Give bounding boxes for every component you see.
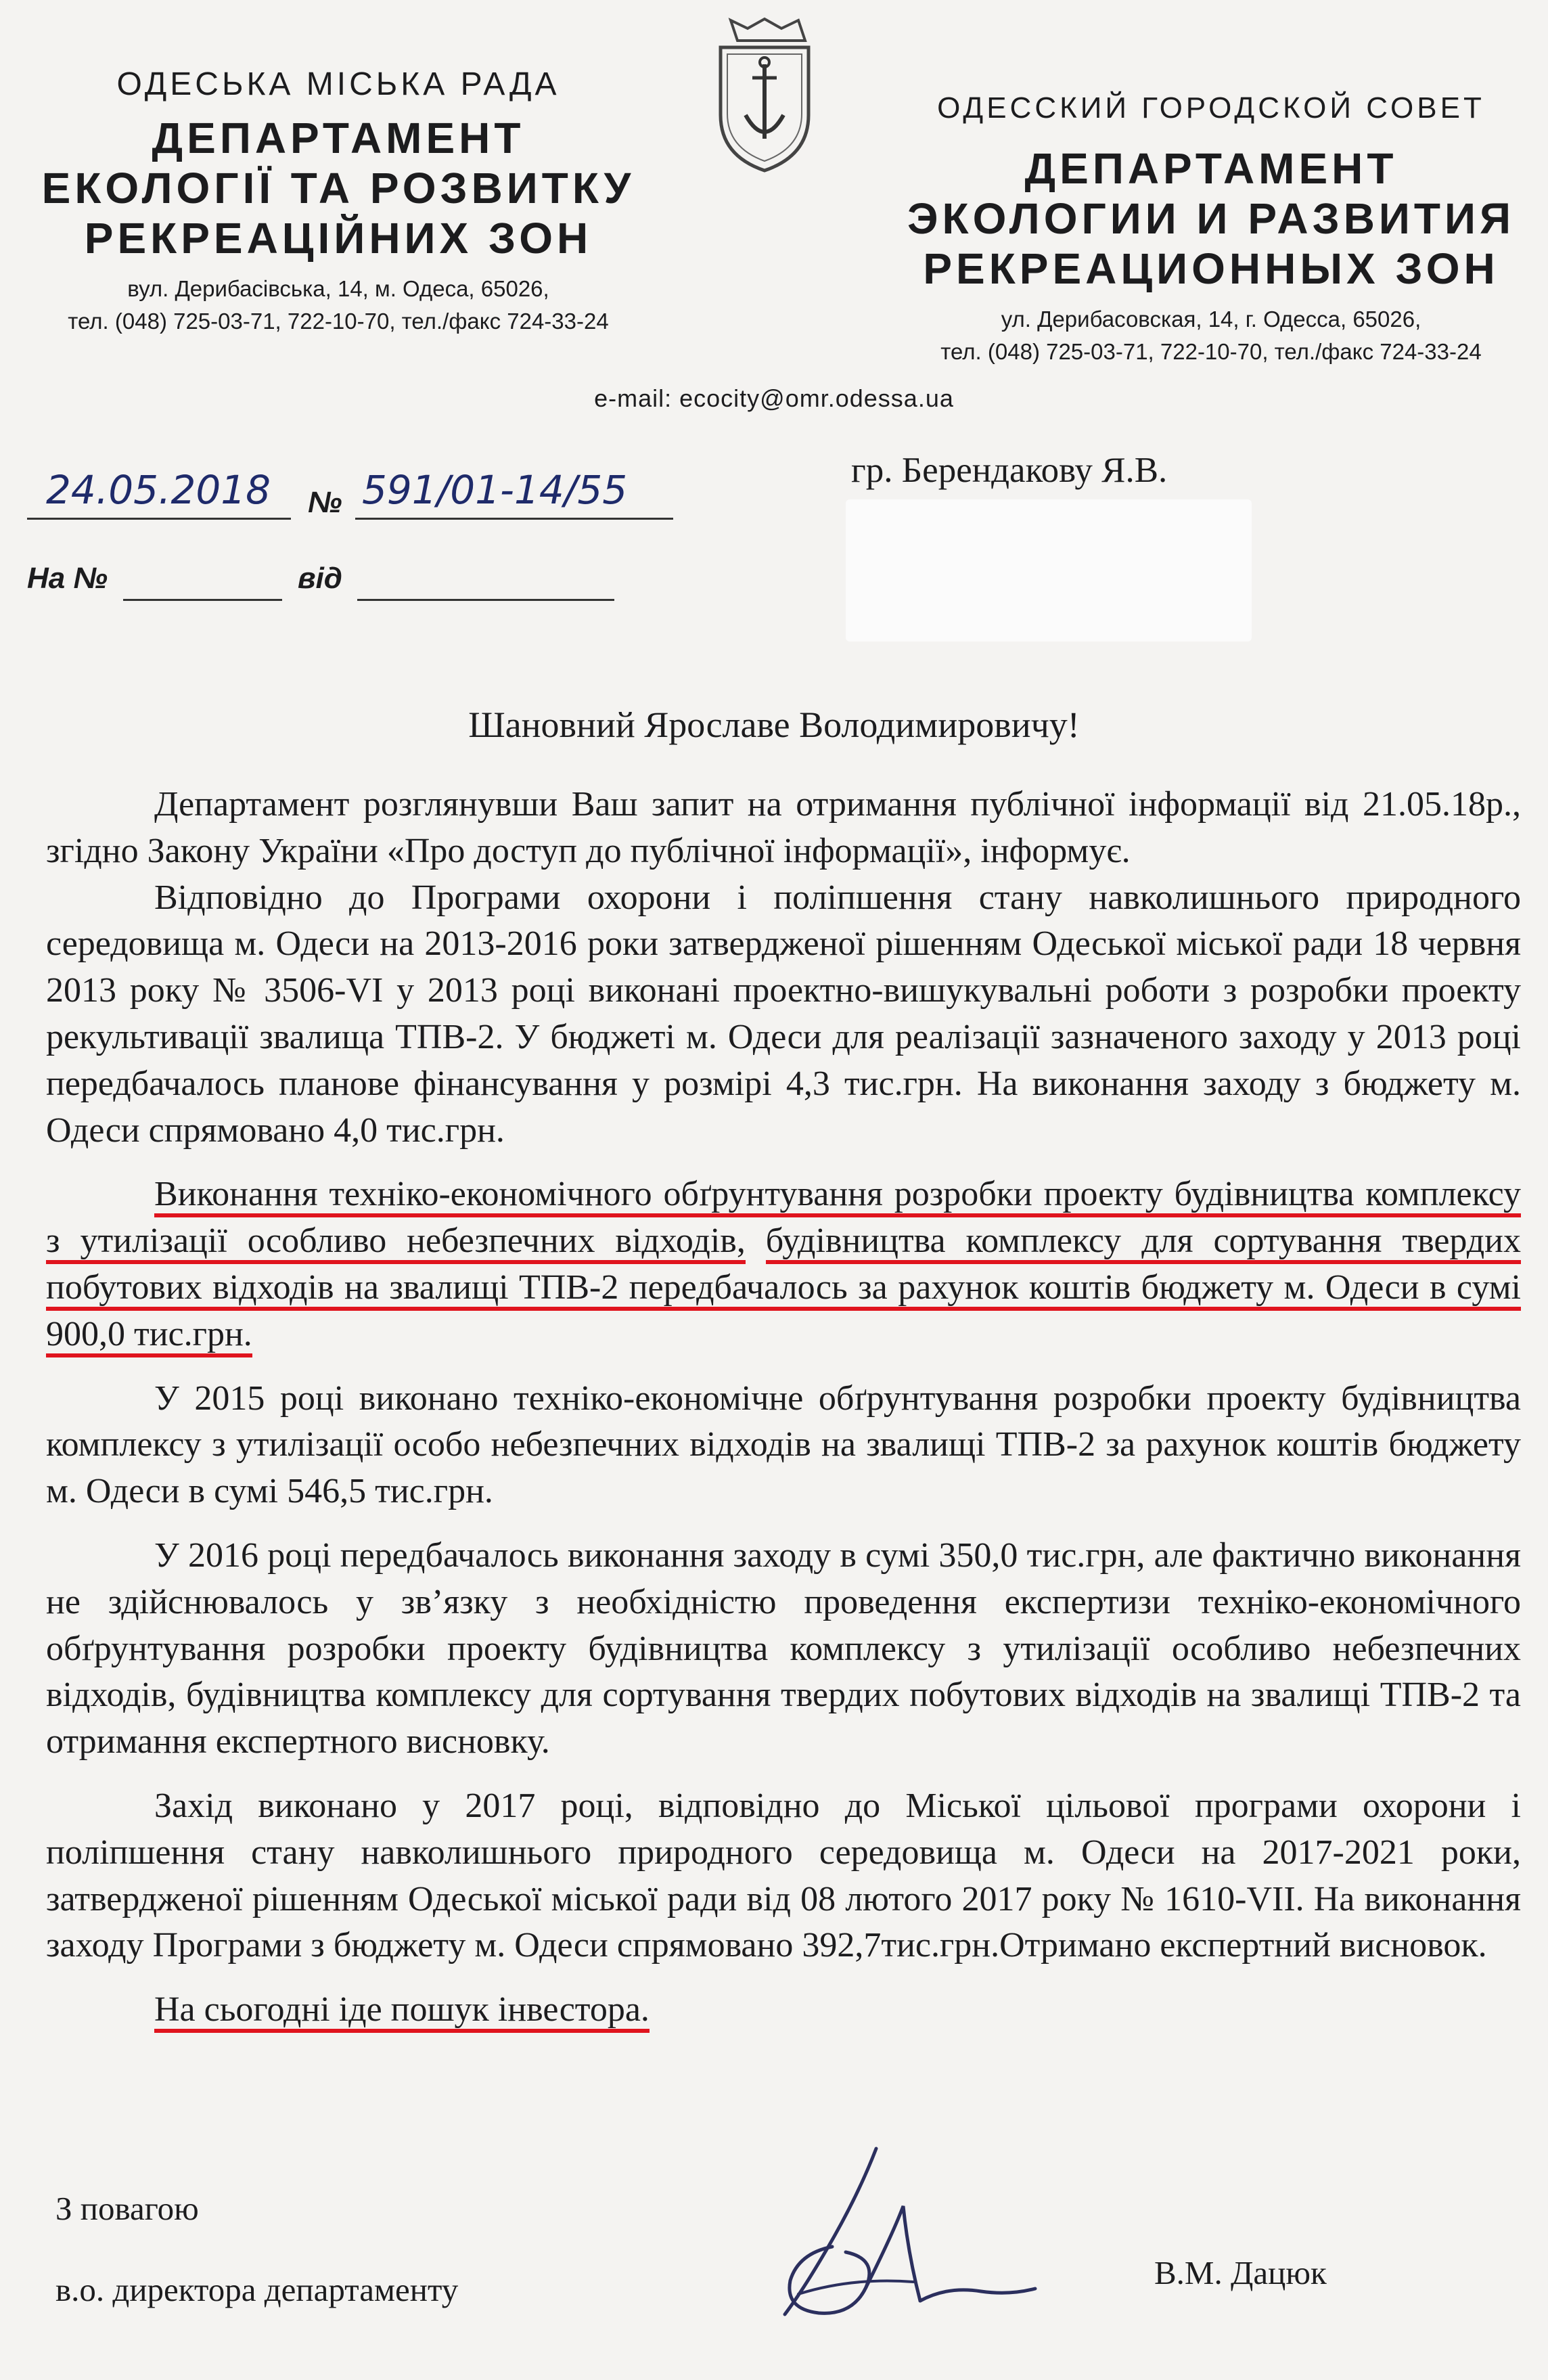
header-ukrainian <box>0 64 677 338</box>
paragraph-2: Відповідно до Програми охорони і поліпшення стану навколишнього природного середовища м. Одеси на 2013-2016 роки затвердженої рішенням Одеської міської ради 18 червня 2013 року № 3506-VI у 2013 році виконані проектно-вишукувальні роботи з розробки проекту рекультивації звалища ТПВ-2. У бюджеті м. Одеси для реалізації зазначеного заходу у 2013 році передбачалось планове фінансування у розмірі 4,3 тис.грн. На виконання заходу з бюджету м. Одеси спрямовано 4,0 тис.грн. <box>46 878 1521 1150</box>
phones-ua: тел. (048) 725-03-71, 722-10-70, тел./факс 724-33-24 <box>68 309 609 334</box>
email-line: e-mail: ecocity@omr.odessa.ua <box>594 384 954 412</box>
salutation: Шановний Ярославе Володимировичу! <box>468 704 1080 745</box>
closing-regards: З повагою <box>55 2190 199 2227</box>
phones-ru: тел. (048) 725-03-71, 722-10-70, тел./факс 724-33-24 <box>940 339 1482 364</box>
council-name-ua: ОДЕСЬКА МІСЬКА РАДА <box>116 66 560 102</box>
signatory-name: В.М. Дацюк <box>1154 2254 1327 2291</box>
date-underline <box>27 518 291 520</box>
reply-number-underline <box>123 599 282 601</box>
reply-to-label: На № <box>27 562 108 595</box>
dept-name-ru-line2: ЭКОЛОГИИ И РАЗВИТИЯ <box>907 194 1515 243</box>
coat-of-arms-emblem <box>697 14 832 176</box>
dept-name-ua-line1: ДЕПАРТАМЕНТ <box>152 114 525 162</box>
paragraph-3 <box>46 1171 1521 1357</box>
from-date-label: від <box>298 562 342 595</box>
paragraph-6: Захід виконано у 2017 році, відповідно до Міської цільової програми охорони і поліпшення стану навколишнього природного середовища м. Одеси на 2017-2021 роки, затвердженої рішенням Одеської міської ради від 08 лютого 2017 року № 1610-VII. На виконання заходу Програми з бюджету м. Одеси спрямовано 392,7тис.грн.Отримано експертний висновок. <box>46 1786 1521 1965</box>
letter-date: 24.05.2018 <box>46 467 271 513</box>
paragraph-1: Департамент розглянувши Ваш запит на отримання публічної інформації від 21.05.18р., згідно Закону України «Про доступ до публічної інформації», інформує. <box>46 785 1521 870</box>
header-russian <box>880 88 1543 368</box>
recipient-name: гр. Берендакову Я.В. <box>851 451 1168 490</box>
dept-name-ua-line2: ЕКОЛОГІЇ ТА РОЗВИТКУ <box>41 164 635 212</box>
signatory-position: в.о. директора департаменту <box>55 2271 459 2308</box>
paragraph-5: У 2016 році передбачалось виконання заходу в сумі 350,0 тис.грн, але фактично виконання не здійснювалось у зв’язку з необхідністю проведення експертизи техніко-економічного обґрунтування розробки проекту будівництва комплексу з утилізації особливо небезпечних відходів, будівництва комплексу для сортування твердих побутових відходів на звалищі ТПВ-2 та отримання експертного висновку. <box>46 1535 1521 1761</box>
council-name-ru: ОДЕССКИЙ ГОРОДСКОЙ СОВЕТ <box>937 91 1485 125</box>
highlight-underline-1: Виконання техніко-економічного обґрунтування розробки проекту будівництва комплексу з утилізації особливо небезпечних відходів, <box>46 1175 1521 1264</box>
dept-name-ru-line1: ДЕПАРТАМЕНТ <box>1024 144 1398 193</box>
letter-body <box>46 782 1521 2034</box>
number-underline <box>355 518 673 520</box>
address-ru: ул. Дерибасовская, 14, г. Одесса, 65026, <box>1001 307 1421 332</box>
letter-number: 591/01-14/55 <box>362 467 628 513</box>
redacted-address-area <box>846 499 1252 642</box>
dept-name-ru-line3: РЕКРЕАЦИОННЫХ ЗОН <box>923 244 1499 293</box>
address-ua: вул. Дерибасівська, 14, м. Одеса, 65026, <box>127 276 549 301</box>
highlight-underline-3: На сьогодні іде пошук інвестора. <box>154 1990 650 2033</box>
highlight-underline-2: будівництва комплексу для сортування твердих побутових відходів на звалищі ТПВ-2 передбачалось за рахунок коштів бюджету м. Одеси в сумі 900,0 тис.грн. <box>46 1221 1521 1357</box>
paragraph-4: У 2015 році виконано техніко-економічне обґрунтування розробки проекту будівництва комплексу з утилізації особо небезпечних відходів на звалищі ТПВ-2 за рахунок коштів бюджету м. Одеси в сумі 546,5 тис.грн. <box>46 1378 1521 1511</box>
reply-date-underline <box>357 599 614 601</box>
paragraph-7 <box>46 1987 1521 2034</box>
handwritten-signature <box>758 2132 1055 2348</box>
dept-name-ua-line3: РЕКРЕАЦІЙНИХ ЗОН <box>84 214 593 263</box>
number-label: № <box>308 486 342 519</box>
